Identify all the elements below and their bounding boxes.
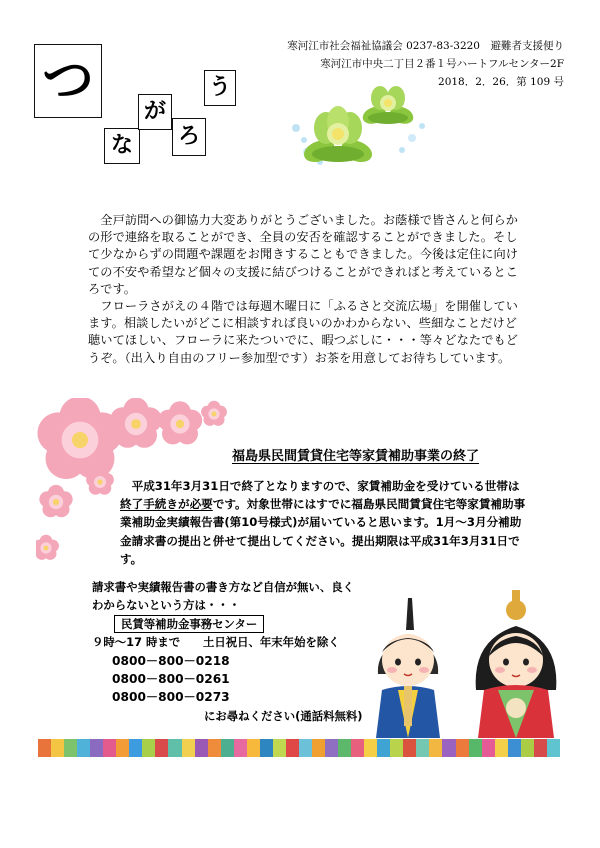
footer-stripe-segment — [403, 739, 416, 757]
center-name-box: 民賃等補助金事務センター — [114, 615, 264, 633]
notice-title: 福島県民間賃貸住宅等家賃補助事業の終了 — [232, 449, 480, 464]
footer-stripe-segment — [51, 739, 64, 757]
footer-stripe-segment — [247, 739, 260, 757]
footer-stripe-segment — [351, 739, 364, 757]
footer-stripe-segment — [195, 739, 208, 757]
contact-intro-line-2: わからないという方は・・・ — [92, 598, 241, 613]
green-flower-illustration — [290, 78, 440, 178]
footer-stripe-segment — [168, 739, 181, 757]
footer-stripe-segment — [142, 739, 155, 757]
header-address: 寒河江市中央二丁目２番１号ハートフルセンター2F — [320, 58, 564, 70]
footer-stripe-segment — [338, 739, 351, 757]
footer-stripe-segment — [234, 739, 247, 757]
footer-stripe-segment — [273, 739, 286, 757]
footer-stripe-segment — [534, 739, 547, 757]
footer-stripe-segment — [442, 739, 455, 757]
notice-body — [120, 477, 530, 568]
footer-stripe-segment — [90, 739, 103, 757]
footer-stripe-segment — [508, 739, 521, 757]
notice-text-underlined: 終了手続きが必要 — [120, 497, 213, 512]
footer-stripe-segment — [77, 739, 90, 757]
footer-stripe-segment — [116, 739, 129, 757]
intro-paragraph-1: 全戸訪問への御協力大変ありがとうございました。お蔭様で皆さんと何らかの形で連絡を取ることができ、全員の安否を確認することができました。そして少なからずの問題や課題をお聞きすることもできました。今後は定住に向けての不安や希望など個々の支援に結びつけることができればと考えているところです。 — [88, 213, 519, 296]
title-char-na: な — [104, 128, 140, 164]
footer-stripe-segment — [103, 739, 116, 757]
footer-stripe-segment — [482, 739, 495, 757]
contact-closing: にお尋ねください(通話料無料) — [204, 708, 363, 723]
header-organization: 寒河江市社会福祉協議会 0237-83-3220 避難者支援便り — [287, 40, 564, 52]
footer-stripe-segment — [221, 739, 234, 757]
intro-paragraph-2: フローラさがえの４階では毎週木曜日に「ふるさと交流広場」を開催しています。相談したいがどこに相談すれば良いのかわからない、些細なことだけど聴いてほしい、フローラに来たついでに、暇つぶしに・・・等々どなたでもどうぞ。（出入り自由のフリー参加型です）お茶を用意してお待ちしています。 — [88, 299, 519, 365]
notice-text-2: です。対象世帯にはすでに福島県民間賃貸住宅等家賃補助事業補助金実績報告書(第10号様式)が届いていると思います。1月～3月分補助金請求書の提出と併せて提出してください。提出期限は平成31年3月31日です。 — [120, 497, 526, 566]
hina-dolls-illustration — [368, 590, 568, 738]
phone-number: 0800－800－0261 — [112, 672, 230, 687]
footer-stripe-segment — [547, 739, 560, 757]
header-issue: 2018．2．26．第 109 号 — [438, 76, 564, 88]
footer-stripe-segment — [38, 739, 51, 757]
footer-decorative-strip — [38, 739, 560, 757]
footer-stripe-segment — [64, 739, 77, 757]
phone-number: 0800－800－0273 — [112, 690, 230, 705]
contact-intro-line-1: 請求書や実績報告書の書き方など自信が無い、良く — [92, 580, 354, 594]
contact-hours: ９時～17 時まで 土日祝日、年末年始を除く — [92, 635, 340, 650]
phone-number: 0800－800－0218 — [112, 653, 230, 668]
footer-stripe-segment — [260, 739, 273, 757]
footer-stripe-segment — [299, 739, 312, 757]
title-char-u: う — [204, 70, 236, 106]
footer-stripe-segment — [182, 739, 195, 757]
contact-section — [92, 578, 402, 725]
title-char-ro: ろ — [172, 118, 206, 156]
footer-stripe-segment — [521, 739, 534, 757]
footer-stripe-segment — [364, 739, 377, 757]
footer-stripe-segment — [390, 739, 403, 757]
footer-stripe-segment — [312, 739, 325, 757]
footer-stripe-segment — [377, 739, 390, 757]
footer-stripe-segment — [155, 739, 168, 757]
footer-stripe-segment — [129, 739, 142, 757]
title-char-ga: が — [138, 94, 172, 130]
footer-stripe-segment — [286, 739, 299, 757]
notice-text-1: 平成31年3月31日で終了となりますので、家賃補助金を受けている世帯は — [131, 479, 520, 493]
footer-stripe-segment — [325, 739, 338, 757]
footer-stripe-segment — [469, 739, 482, 757]
intro-text — [88, 212, 528, 367]
title-char-tsu: つ — [34, 44, 102, 118]
footer-stripe-segment — [416, 739, 429, 757]
footer-stripe-segment — [208, 739, 221, 757]
footer-stripe-segment — [495, 739, 508, 757]
footer-stripe-segment — [429, 739, 442, 757]
footer-stripe-segment — [456, 739, 469, 757]
